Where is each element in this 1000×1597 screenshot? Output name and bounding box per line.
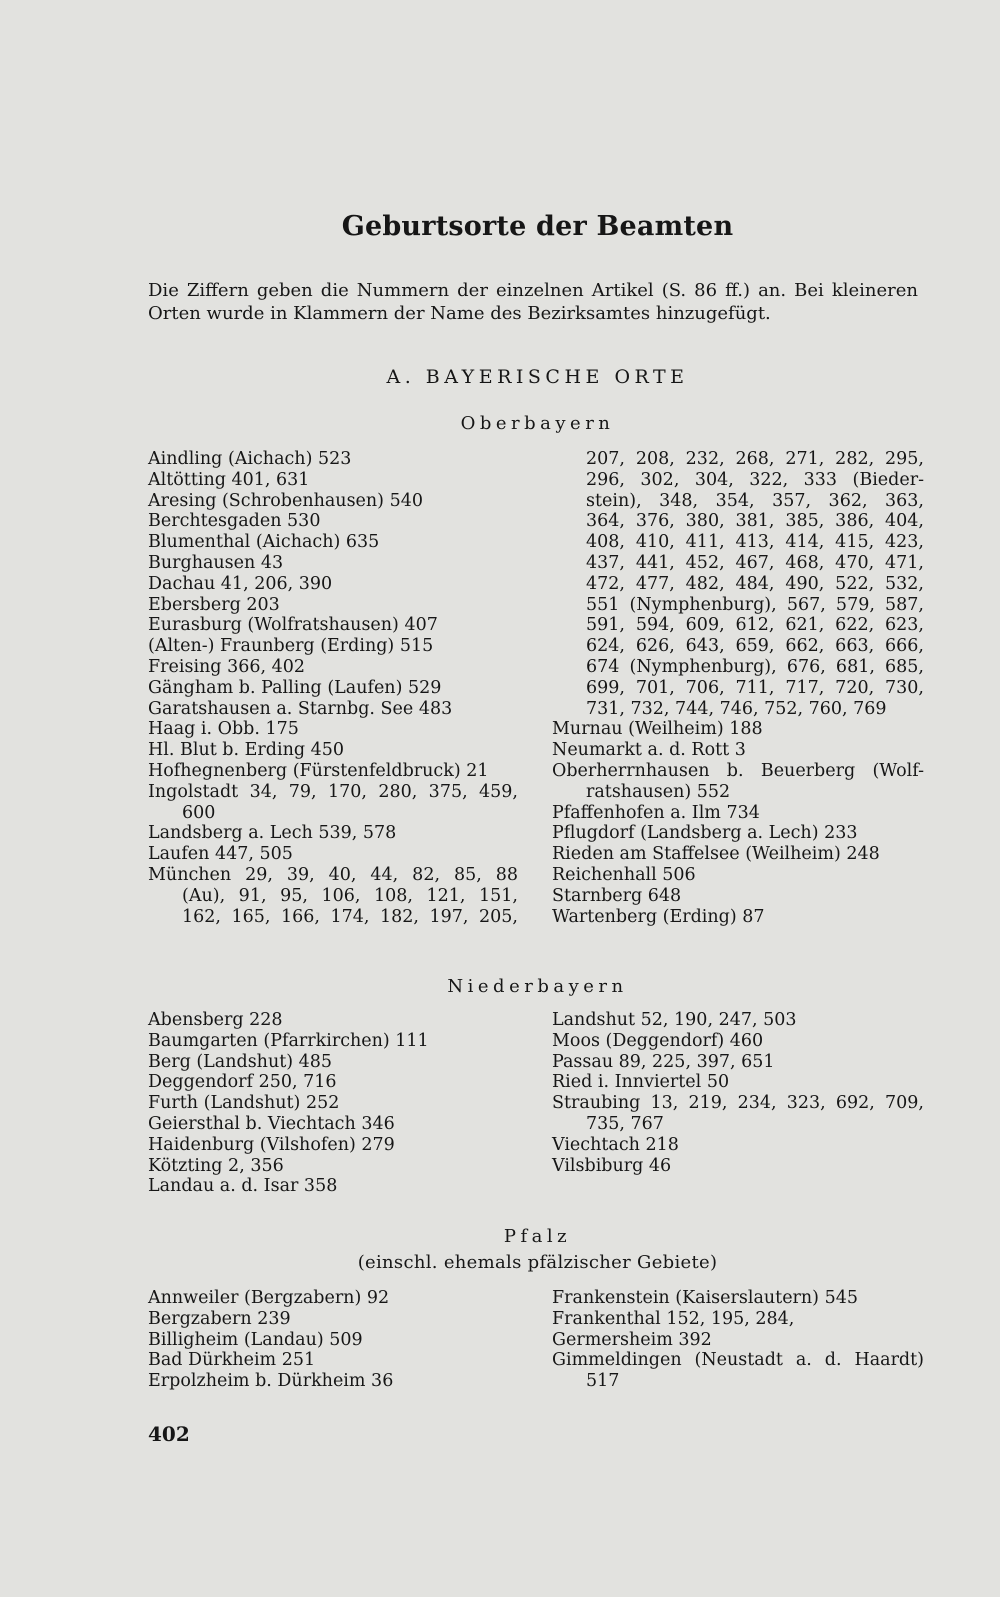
index-entry-line: Blumenthal (Aichach) 635 xyxy=(148,532,380,553)
index-entry-line: Erpolzheim b. Dürkheim 36 xyxy=(148,1371,394,1392)
index-entry xyxy=(552,865,924,886)
index-entry-continuation: stein), 348, 354, 357, 362, 363, xyxy=(586,490,924,511)
index-entry xyxy=(148,678,518,699)
index-entry xyxy=(552,1052,924,1073)
intro-paragraph xyxy=(148,279,918,325)
index-entry-continuation: 437, 441, 452, 467, 468, 470, 471, xyxy=(586,552,924,573)
index-entry-line: Dachau 41, 206, 390 xyxy=(148,573,333,594)
niederbayern-right-column xyxy=(552,1010,924,1176)
index-entry-line: Gängham b. Palling (Laufen) 529 xyxy=(148,677,442,698)
index-entry-continuation: 735, 767 xyxy=(586,1113,664,1134)
index-entry-line: Wartenberg (Erding) 87 xyxy=(552,906,765,927)
index-entry xyxy=(148,615,518,636)
index-entry-line: Passau 89, 225, 397, 651 xyxy=(552,1051,775,1072)
index-entry-continuation: 699, 701, 706, 711, 717, 720, 730, xyxy=(586,677,924,698)
index-entry-continuation: 408, 410, 411, 413, 414, 415, 423, xyxy=(586,532,924,553)
index-entry xyxy=(552,1350,924,1392)
index-entry xyxy=(148,1156,518,1177)
index-entry xyxy=(148,782,518,824)
index-entry xyxy=(552,761,924,803)
index-entry xyxy=(148,865,518,927)
index-entry-line: Straubing 13, 219, 234, 323, 692, 709, xyxy=(552,1093,924,1114)
pfalz-right-column xyxy=(552,1288,924,1392)
index-entry-line: Pfaffenhofen a. Ilm 734 xyxy=(552,802,760,823)
index-entry xyxy=(148,449,518,470)
index-entry xyxy=(552,1156,924,1177)
index-entry-continuation: 296, 302, 304, 322, 333 (Bieder- xyxy=(586,469,924,490)
index-entry-line: Annweiler (Bergzabern) 92 xyxy=(148,1288,390,1308)
index-entry-line: Landsberg a. Lech 539, 578 xyxy=(148,823,397,844)
index-entry xyxy=(148,1176,518,1197)
index-entry-line: Frankenstein (Kaiserslautern) 545 xyxy=(552,1288,858,1308)
index-entry-line: Gimmeldingen (Neustadt a. d. Haardt) xyxy=(552,1350,924,1371)
index-entry xyxy=(148,1350,518,1371)
index-entry-line: Landshut 52, 190, 247, 503 xyxy=(552,1010,797,1030)
index-entry-continuation: 517 xyxy=(586,1371,620,1392)
index-entry-continuation: 674 (Nymphenburg), 676, 681, 685, xyxy=(586,656,924,677)
oberbayern-right-column xyxy=(552,449,924,927)
index-entry-line: Altötting 401, 631 xyxy=(148,469,310,490)
index-entry-line: Oberherrnhausen b. Beuerberg (Wolf- xyxy=(552,760,924,781)
index-entry-line: Berg (Landshut) 485 xyxy=(148,1051,333,1072)
index-entry-line: Starnberg 648 xyxy=(552,885,682,906)
region-heading-pfalz: Pfalz xyxy=(503,1226,572,1247)
index-entry xyxy=(148,553,518,574)
index-entry xyxy=(552,823,924,844)
index-entry xyxy=(148,1330,518,1351)
index-entry xyxy=(552,740,924,761)
region-heading-niederbayern: Niederbayern xyxy=(447,976,628,997)
region-note-pfalz: (einschl. ehemals pfälzischer Gebiete) xyxy=(357,1252,718,1273)
index-entry xyxy=(148,844,518,865)
index-entry-line: Neumarkt a. d. Rott 3 xyxy=(552,740,746,761)
index-entry-continuation: 591, 594, 609, 612, 621, 622, 623, xyxy=(586,615,924,636)
index-entry-line: Laufen 447, 505 xyxy=(148,844,293,865)
index-entry-line: Furth (Landshut) 252 xyxy=(148,1093,340,1114)
index-entry xyxy=(552,907,924,928)
index-entry-line: Frankenthal 152, 195, 284, xyxy=(552,1308,795,1329)
index-entry-line: Eurasburg (Wolfratshausen) 407 xyxy=(148,615,438,636)
index-entry-line: Geiersthal b. Viechtach 346 xyxy=(148,1113,395,1134)
pfalz-left-column xyxy=(148,1288,518,1392)
index-entry-line: Pflugdorf (Landsberg a. Lech) 233 xyxy=(552,823,858,844)
index-entry-line: Bergzabern 239 xyxy=(148,1308,291,1329)
region-heading-oberbayern: Oberbayern xyxy=(460,413,615,434)
index-entry-line: Moos (Deggendorf) 460 xyxy=(552,1030,764,1051)
index-entry-continuation: 624, 626, 643, 659, 662, 663, 666, xyxy=(586,636,924,657)
index-entry xyxy=(148,491,518,512)
index-entry xyxy=(148,532,518,553)
index-entry-line: Hofhegnenberg (Fürstenfeldbruck) 21 xyxy=(148,760,489,781)
index-entry xyxy=(148,1135,518,1156)
index-entry-line: Burghausen 43 xyxy=(148,552,284,573)
index-entry-line: Haag i. Obb. 175 xyxy=(148,719,299,740)
index-entry-line: Garatshausen a. Starnbg. See 483 xyxy=(148,698,453,719)
page-number: 402 xyxy=(148,1422,190,1446)
index-entry-line: Germersheim 392 xyxy=(552,1329,712,1350)
index-entry-line: Reichenhall 506 xyxy=(552,864,696,885)
index-entry-line: Rieden am Staffelsee (Weilheim) 248 xyxy=(552,844,880,865)
index-entry xyxy=(552,1072,924,1093)
index-entry-line: Hl. Blut b. Erding 450 xyxy=(148,740,345,761)
index-entry-line: Freising 366, 402 xyxy=(148,656,306,677)
index-entry-line: München 29, 39, 40, 44, 82, 85, 88 xyxy=(148,864,518,885)
index-entry-line: Berchtesgaden 530 xyxy=(148,511,321,532)
index-entry xyxy=(552,1330,924,1351)
intro-line: Die Ziffern geben die Nummern der einzelnen Artikel (S. 86 ff.) an. Bei kleineren xyxy=(148,280,918,301)
index-entry-line: Baumgarten (Pfarrkirchen) 111 xyxy=(148,1030,429,1051)
index-entry xyxy=(552,1010,924,1031)
index-entry xyxy=(148,719,518,740)
index-entry xyxy=(148,574,518,595)
index-entry xyxy=(552,449,924,719)
index-entry xyxy=(552,719,924,740)
index-entry xyxy=(148,761,518,782)
index-entry-line: Ingolstadt 34, 79, 170, 280, 375, 459, xyxy=(148,781,518,802)
index-entry xyxy=(148,1371,518,1392)
index-entry-line: Ebersberg 203 xyxy=(148,594,280,615)
index-entry-continuation: 472, 477, 482, 484, 490, 522, 532, xyxy=(586,573,924,594)
index-entry-continuation: 551 (Nymphenburg), 567, 579, 587, xyxy=(586,594,924,615)
index-entry xyxy=(148,470,518,491)
index-entry-line: Viechtach 218 xyxy=(552,1134,679,1155)
index-entry xyxy=(148,1114,518,1135)
index-entry xyxy=(148,740,518,761)
index-entry xyxy=(148,1093,518,1114)
index-entry-line: Landau a. d. Isar 358 xyxy=(148,1176,338,1197)
index-entry-continuation: (Au), 91, 95, 106, 108, 121, 151, xyxy=(182,885,518,906)
index-entry-continuation: 207, 208, 232, 268, 271, 282, 295, xyxy=(586,449,924,469)
index-entry-line: Aresing (Schrobenhausen) 540 xyxy=(148,490,423,511)
index-entry-line: Murnau (Weilheim) 188 xyxy=(552,719,763,740)
index-entry xyxy=(552,1135,924,1156)
index-entry-continuation: 600 xyxy=(182,802,216,823)
index-entry-line: Aindling (Aichach) 523 xyxy=(148,449,352,469)
index-entry xyxy=(552,1309,924,1330)
index-entry xyxy=(148,1010,518,1031)
index-entry xyxy=(552,803,924,824)
index-entry xyxy=(552,844,924,865)
index-entry-continuation: 731, 732, 744, 746, 752, 760, 769 xyxy=(586,698,887,719)
index-entry-line: (Alten-) Fraunberg (Erding) 515 xyxy=(148,636,434,657)
niederbayern-left-column xyxy=(148,1010,518,1197)
index-entry-line: Bad Dürkheim 251 xyxy=(148,1350,316,1371)
index-entry xyxy=(148,1031,518,1052)
index-entry xyxy=(148,511,518,532)
index-entry-line: Deggendorf 250, 716 xyxy=(148,1072,337,1093)
index-entry-line: Vilsbiburg 46 xyxy=(552,1155,672,1176)
index-entry-line: Kötzting 2, 356 xyxy=(148,1155,284,1176)
index-entry xyxy=(552,1288,924,1309)
index-entry xyxy=(148,657,518,678)
index-entry xyxy=(552,1093,924,1135)
index-entry xyxy=(148,636,518,657)
index-entry xyxy=(148,595,518,616)
index-entry xyxy=(148,1072,518,1093)
index-entry-line: Ried i. Innviertel 50 xyxy=(552,1072,730,1093)
section-heading-bayerische-orte: A. BAYERISCHE ORTE xyxy=(386,366,689,388)
index-entry xyxy=(552,886,924,907)
index-entry xyxy=(552,1031,924,1052)
index-entry-line: Abensberg 228 xyxy=(148,1010,283,1030)
index-entry-continuation: 162, 165, 166, 174, 182, 197, 205, xyxy=(182,906,518,927)
page-title: Geburtsorte der Beamten xyxy=(341,211,734,242)
intro-line: Orten wurde in Klammern der Name des Bezirksamtes hinzugefügt. xyxy=(148,303,771,324)
index-entry-line: Haidenburg (Vilshofen) 279 xyxy=(148,1134,395,1155)
index-entry xyxy=(148,1288,518,1309)
index-entry xyxy=(148,823,518,844)
index-entry-continuation: ratshausen) 552 xyxy=(586,781,731,802)
index-entry xyxy=(148,699,518,720)
index-entry xyxy=(148,1309,518,1330)
oberbayern-left-column xyxy=(148,449,518,927)
index-entry xyxy=(148,1052,518,1073)
index-entry-continuation: 364, 376, 380, 381, 385, 386, 404, xyxy=(586,511,924,532)
index-entry-line: Billigheim (Landau) 509 xyxy=(148,1329,363,1350)
